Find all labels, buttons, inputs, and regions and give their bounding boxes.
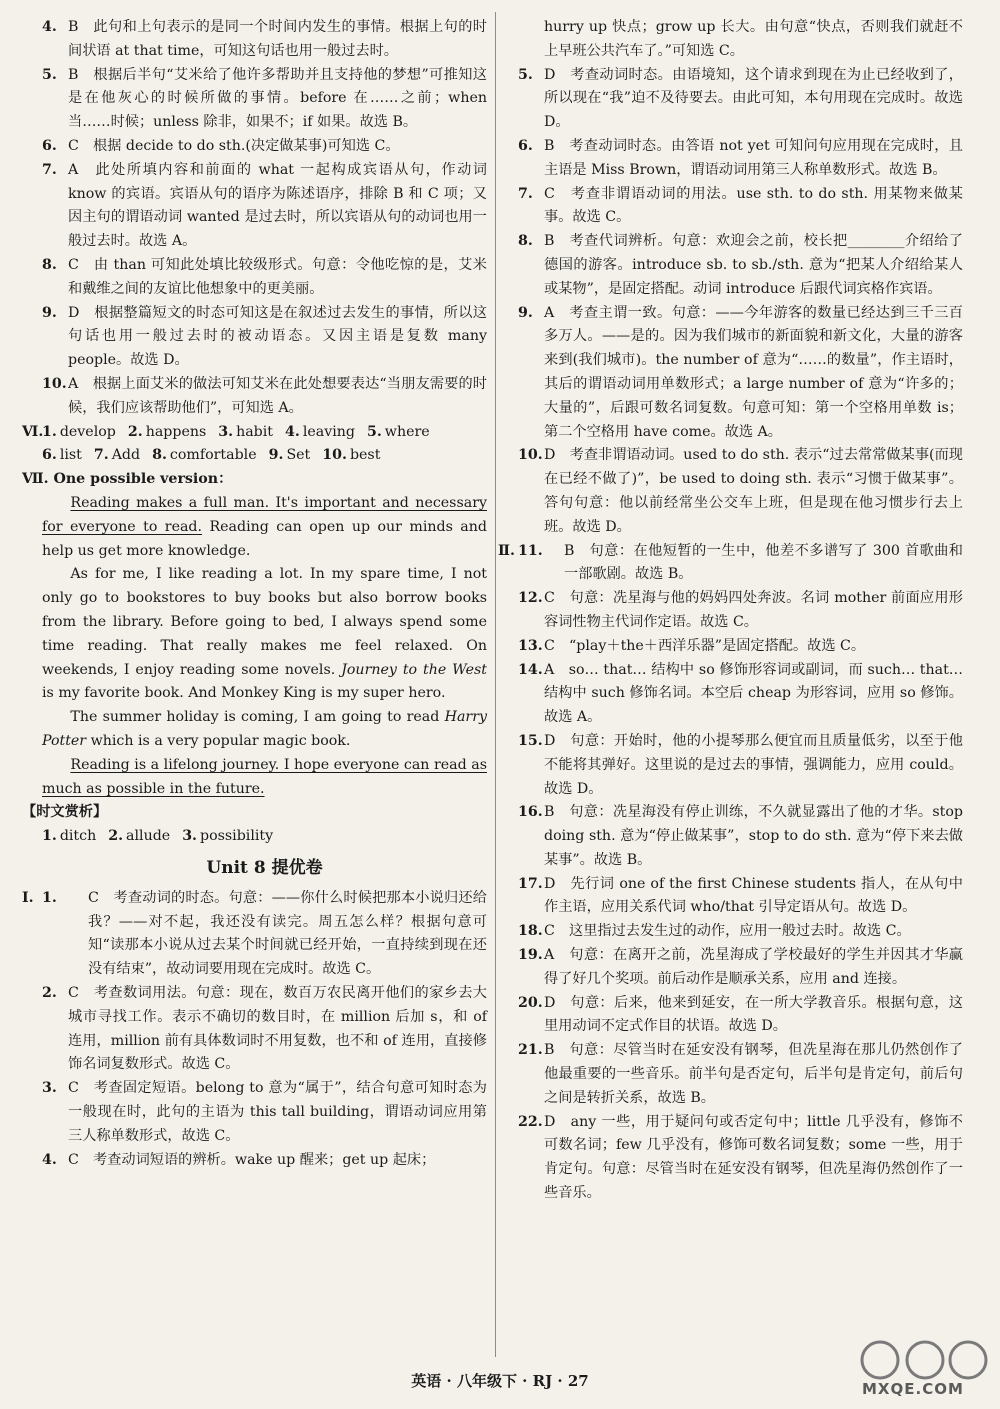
answer-item (42, 64, 487, 135)
section-mark: Ⅰ. (22, 889, 34, 906)
answer-number: 6. (518, 137, 533, 154)
word-number: 10. (322, 447, 347, 464)
essay-paragraph (42, 754, 487, 802)
answer-item (518, 635, 963, 659)
answer-explanation: D 考查动词时态。由语境知，这个请求到现在为止已经收到了，所以现在“我”迫不及待要去。由此可知，本句用现在完成时。故选 D。 (544, 66, 963, 131)
answer-number: 15. (518, 732, 543, 749)
answer-item (518, 587, 963, 635)
answer-item (518, 135, 963, 183)
answer-number: 21. (518, 1042, 543, 1059)
answer-item (518, 992, 963, 1040)
section-vi-row-1 (22, 421, 487, 445)
answer-explanation: A 句意：在离开之前，冼星海成了学校最好的学生并因其才华赢得了好几个奖项。前后动作是顺承关系，应用 and 连接。 (544, 947, 963, 987)
answer-item (518, 64, 963, 135)
answer-explanation: B 根据后半句“艾米给了他许多帮助并且支持他的梦想”可推知这是在他灰心的时候所做的事情。before 在……之前；when 当……时候；unless 除非，如果不；if 如果。故选 B。 (68, 66, 487, 131)
answer-number: 16. (518, 804, 543, 821)
answer-number: 10. (42, 375, 67, 392)
word-answer (285, 421, 355, 445)
answer-number: 6. (42, 137, 57, 154)
word-text: leaving (302, 423, 355, 440)
answer-number: 14. (518, 661, 543, 678)
word-answer (108, 825, 170, 849)
word-answer (322, 444, 380, 468)
word-text: comfortable (169, 447, 257, 464)
answer-item (42, 159, 487, 254)
answer-number: 3. (42, 1080, 57, 1097)
word-answer (218, 421, 273, 445)
answer-explanation: B 此句和上句表示的是同一个时间内发生的事情。根据上句的时间状语 at that time，可知这句话也用一般过去时。 (68, 19, 487, 59)
answer-number: 5. (518, 66, 533, 83)
answer-item (518, 659, 963, 730)
essay-underlined-sentence: Reading is a lifelong journey. I hope everyone can read as much as possible in the future. (42, 756, 487, 797)
answer-number: 4. (42, 19, 57, 35)
answer-item (42, 1077, 487, 1148)
answer-item (42, 373, 487, 421)
essay-book-title: Harry Potter (42, 709, 487, 749)
word-number: 1. (42, 828, 57, 845)
answer-item (518, 302, 963, 445)
answer-item (518, 920, 963, 944)
essay-text: The summer holiday is coming, I am going to read (70, 709, 445, 726)
word-text: possibility (200, 828, 274, 845)
answer-explanation: C 考查动词短语的辨析。wake up 醒来；get up 起床； (68, 1151, 436, 1168)
answer-explanation: D 根据整篇短文的时态可知这是在叙述过去发生的事情，所以这句话也用一般过去时的被动语态。又因主语是复数 many people。故选 D。 (68, 304, 487, 369)
word-answer (42, 444, 82, 468)
word-answer (182, 825, 273, 849)
answer-explanation: B 句意：尽管当时在延安没有钢琴，但冼星海在那儿仍然创作了他最重要的一些音乐。前半句是否定句，后半句是肯定句，前后句之间是转折关系，故选 B。 (544, 1042, 963, 1106)
answer-number: 8. (518, 233, 533, 250)
answer-explanation: A 考查主谓一致。句意：——今年游客的数量已经达到三千三百多万人。——是的。因为我们城市的新面貌和新文化，大量的游客来到(我们城市)。the number of 意为“……的数量”，作主语时，其后的谓语动词用单数形式；a large number of 意为“许多的；大量的”，后跟可数名词复数。句意可知：第一个空格用单数 is；第二个空格用 have come。故选 A。 (544, 304, 963, 440)
answer-number: 4. (42, 1151, 57, 1168)
answer-number: 18. (518, 923, 543, 940)
section-vii-heading: Ⅶ. One possible version： (22, 471, 233, 488)
answer-number: 22. (518, 1113, 543, 1130)
word-number: 6. (42, 447, 57, 464)
word-text: habit (236, 423, 273, 440)
reading-answers-row (42, 825, 487, 849)
answer-number: 2. (42, 985, 57, 1002)
answer-item (518, 730, 963, 801)
word-text: develop (59, 423, 116, 440)
answer-explanation: C 考查固定短语。belong to 意为“属于”，结合句意可知时态为一般现在时，此句的主语为 this tall building，谓语动词应用第三人称单数形式，故选 C。 (68, 1080, 487, 1144)
word-number: 3. (218, 423, 234, 440)
left-column (22, 16, 487, 1172)
answer-explanation: D 先行词 one of the first Chinese students 指人，在从句中作主语，应用关系代词 who/that 引导定语从句。故选 D。 (544, 875, 963, 916)
word-number: 5. (366, 423, 382, 440)
word-text: ditch (59, 828, 97, 845)
word-number: 4. (285, 423, 300, 440)
right-column (498, 16, 963, 1206)
answer-number: 7. (518, 185, 533, 202)
answer-item (518, 1039, 963, 1110)
word-text: Add (111, 447, 141, 464)
word-answer (152, 444, 257, 468)
page-footer: 英语 · 八年级下 · RJ · 27 (411, 1372, 589, 1390)
answer-explanation: C 考查数词用法。句意：现在，数百万农民离开他们的家乡去大城市寻找工作。表示不确切的数目时，在 million 后加 s，和 of 连用，million 前有具体数词时不用复数，也不和 of 连用，直接修饰名词复数形式。故选 C。 (68, 985, 487, 1073)
word-answer (94, 444, 140, 468)
word-text: list (59, 447, 82, 464)
answer-explanation: B 考查动词时态。由答语 not yet 可知问句应用现在完成时，且主语是 Miss Brown，谓语动词用第三人称单数形式。故选 B。 (544, 137, 963, 178)
essay-paragraph (42, 706, 487, 754)
answer-explanation: C 由 than 可知此处填比较级形式。句意：令他吃惊的是，艾米和戴维之间的友谊比他想象中的更美丽。 (68, 256, 487, 297)
right-answer-list-2 (498, 540, 963, 1206)
answer-explanation: C 这里指过去发生过的动作，应用一般过去时。故选 C。 (544, 923, 911, 940)
answer-explanation: B 考查代词辨析。句意：欢迎会之前，校长把________介绍给了德国的游客。introduce sb. to sb./sth. 意为“把某人介绍给某人或某物”，是固定搭配。动词 introduce 后跟代词宾格作宾语。 (544, 233, 963, 297)
essay-text: Reading can open up our minds and help us get more knowledge. (42, 518, 487, 559)
left-answer-list-1 (42, 16, 487, 421)
answer-explanation: D any 一些，用于疑问句或否定句中；little 几乎没有，修饰不可数名词；few 几乎没有，修饰可数名词复数；some 一些，用于肯定句。句意：尽管当时在延安没有钢琴，但冼星海仍然创作了一些音乐。 (544, 1113, 963, 1202)
answer-number: 9. (42, 304, 57, 321)
answer-item (42, 16, 487, 64)
answer-explanation: C 考查非谓语动词的用法。use sth. to do sth. 用某物来做某事。故选 C。 (544, 185, 963, 226)
answer-item (42, 254, 487, 302)
section-vi-words (42, 447, 392, 463)
answer-item (42, 982, 487, 1077)
word-answer (367, 421, 430, 445)
essay-text: which is a very popular magic book. (86, 732, 351, 749)
answer-number: 8. (42, 256, 57, 273)
answer-item (42, 135, 487, 159)
watermark-text: MXQE.COM (862, 1380, 964, 1398)
answer-number: 12. (518, 590, 543, 607)
answer-explanation: A 此处所填内容和前面的 what 一起构成宾语从句，作动词 know 的宾语。宾语从句的语序为陈述语序，排除 B 和 C 项；又因主句的谓语动词 wanted 是过去时，所以宾语从句的动词也用一般过去时。故选 A。 (68, 161, 487, 250)
word-number: 2. (127, 423, 143, 440)
answer-explanation: D 句意：开始时，他的小提琴那么便宜而且质量低劣，以至于他不能将其弹好。这里说的是过去的事情，强调能力，应用 could。故选 D。 (544, 732, 963, 797)
reading-section-title: 【时文赏析】 (22, 804, 108, 821)
word-answer (42, 825, 96, 849)
word-answer (42, 421, 116, 445)
word-text: Set (286, 447, 311, 464)
essay-paragraph (42, 563, 487, 706)
left-answer-list-2 (22, 887, 487, 1173)
answer-number: 19. (518, 947, 543, 964)
right-answer-list-1 (518, 64, 963, 540)
answer-number: 13. (518, 637, 543, 654)
word-text: allude (126, 828, 171, 845)
word-text: happens (145, 423, 207, 440)
essay-text: As for me, I like reading a lot. In my spare time, I not only go to bookstores to buy books but also borrow books from the library. Before going to bed, I always spend some time reading. That really makes me feel relaxed. On weekends, I enjoy reading some novels. (42, 566, 487, 678)
answer-item (518, 444, 963, 539)
answer-explanation: B 句意：在他短暂的一生中，他差不多谱写了 300 首歌曲和一部歌剧。故选 B。 (564, 542, 963, 583)
answer-number: 11. (518, 542, 543, 559)
answer-item (518, 873, 963, 921)
answer-explanation: D 考查非谓语动词。used to do sth. 表示“过去常常做某事(而现在已经不做了)”，be used to doing sth. 表示“习惯于做某事”。答句句意：他以前经常坐公交车上班，但是现在他习惯步行去上班。故选 D。 (544, 447, 963, 535)
answer-item (518, 944, 963, 992)
continued-answer: hurry up 快点；grow up 长大。由句意“快点，否则我们就赶不上早班公共汽车了。”可知选 C。 (544, 19, 963, 59)
answer-item (42, 1149, 487, 1173)
word-number: 8. (152, 447, 167, 464)
answer-number: 5. (42, 66, 57, 83)
answer-item (518, 1111, 963, 1206)
answer-explanation: C 根据 decide to do sth.(决定做某事)可知选 C。 (68, 137, 400, 154)
answer-number: 17. (518, 875, 543, 892)
answer-number: 7. (42, 161, 57, 178)
answer-number: 1. (42, 889, 57, 906)
word-answer (128, 421, 206, 445)
word-number: 7. (93, 447, 109, 464)
word-number: 2. (108, 828, 124, 845)
answer-explanation: D 句意：后来，他来到延安，在一所大学教音乐。根据句意，这里用动词不定式作目的状语。故选 D。 (544, 994, 963, 1035)
section-vi-words (42, 424, 442, 440)
sample-essay (42, 492, 487, 801)
essay-paragraph (42, 492, 487, 563)
answer-explanation: C 句意：冼星海与他的妈妈四处奔波。名词 mother 前面应用形容词性物主代词作定语。故选 C。 (544, 590, 963, 630)
essay-underlined-sentence: Reading makes a full man. It's important and necessary for everyone to read. (42, 494, 487, 535)
answer-number: 9. (518, 304, 533, 321)
answer-item (518, 183, 963, 231)
answer-item (22, 887, 487, 982)
answer-item (498, 540, 963, 588)
essay-book-title: Journey to the West (341, 661, 487, 678)
answer-explanation: B 句意：冼星海没有停止训练，不久就显露出了他的才华。stop doing sth. 意为“停止做某事”，stop to do sth. 意为“停下来去做某事”。故选 B。 (544, 804, 963, 868)
answer-explanation: A so… that… 结构中 so 修饰形容词或副词，而 such… that… 结构中 such 修饰名词。本空后 cheap 为形容词，应用 so 修饰。故选 A。 (544, 661, 963, 726)
answer-explanation: A 根据上面艾米的做法可知艾米在此处想要表达“当朋友需要的时候，我们应该帮助他们”，可知选 A。 (68, 375, 487, 416)
column-divider (495, 12, 496, 1357)
answer-item (518, 230, 963, 301)
essay-text: is my favorite book. And Monkey King is my super hero. (42, 685, 446, 702)
answer-explanation: C “play＋the＋西洋乐器”是固定搭配。故选 C。 (544, 637, 866, 654)
word-text: where (384, 423, 430, 440)
word-text: best (349, 447, 381, 464)
word-answer (269, 444, 311, 468)
answer-item (518, 801, 963, 872)
word-number: 3. (182, 828, 197, 845)
answer-item (42, 302, 487, 373)
answer-explanation: C 考查动词的时态。句意：——你什么时候把那本小说归还给我？——对不起，我还没有读完。周五怎么样？根据句意可知“读那本小说从过去某个时间就已经开始，一直持续到现在还没有结束”，故动词要用现在完成时。故选 C。 (88, 889, 487, 978)
word-number: 1. (42, 423, 57, 440)
unit-title: Unit 8 提优卷 (206, 857, 323, 878)
answer-number: 10. (518, 447, 543, 464)
section-vi-row-2 (42, 444, 487, 468)
section-mark: Ⅱ. (498, 542, 515, 559)
word-number: 9. (268, 447, 284, 464)
section-vi-mark: Ⅵ. (22, 423, 44, 440)
answer-number: 20. (518, 994, 543, 1011)
